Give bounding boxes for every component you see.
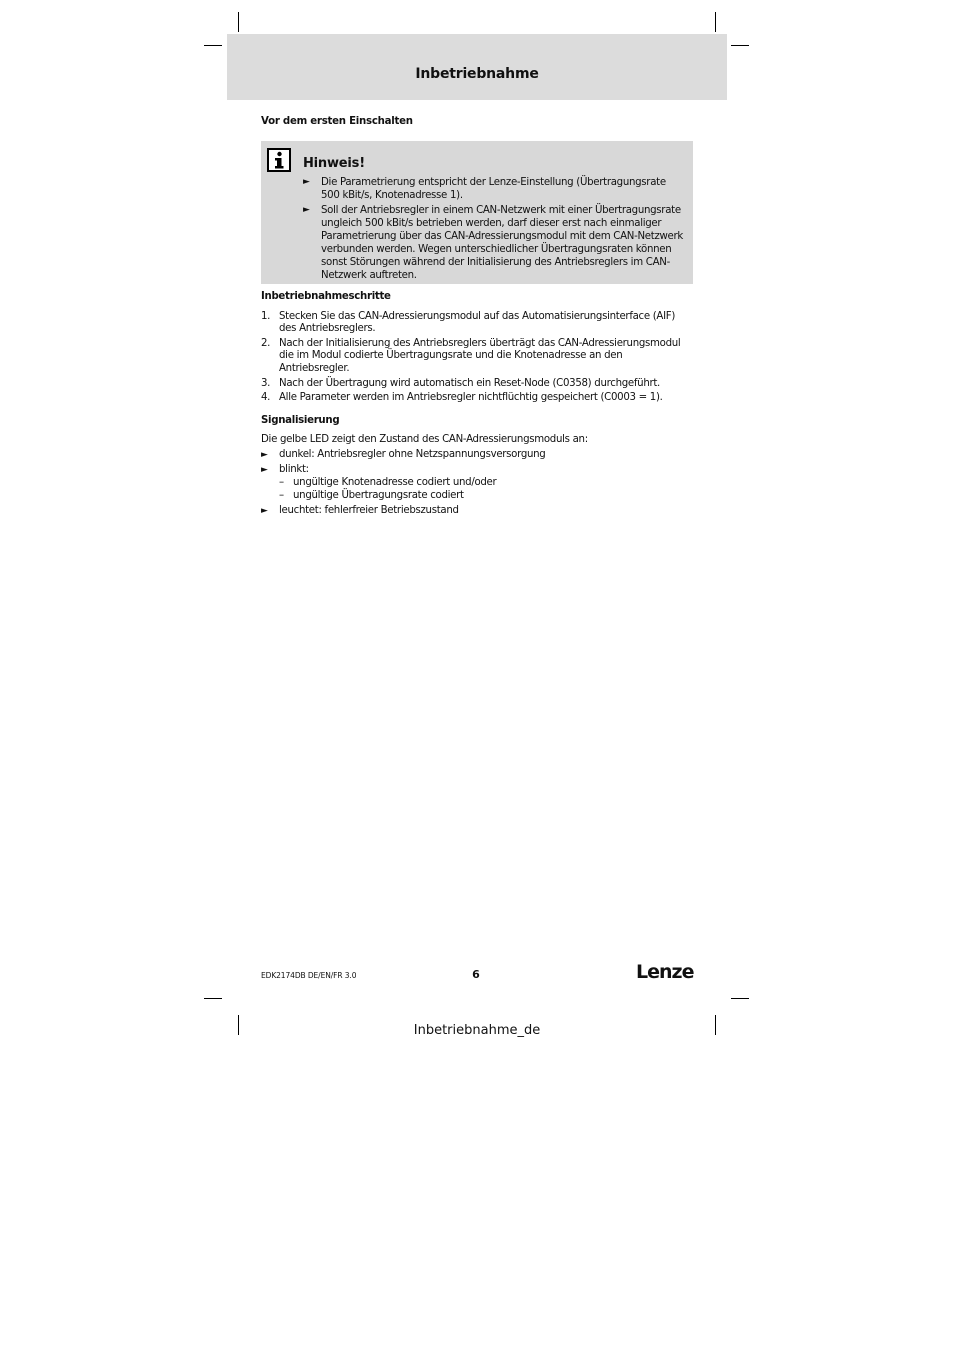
list-item <box>261 505 693 518</box>
crop-mark <box>731 45 749 46</box>
info-icon <box>267 148 291 172</box>
sub-list-item <box>261 477 693 490</box>
dash-bullet: – <box>279 477 284 489</box>
crop-mark <box>731 998 749 999</box>
list-item <box>261 392 693 405</box>
list-item <box>261 378 693 391</box>
doc-code: EDK2174DB DE/EN/FR 3.0 <box>261 971 357 980</box>
list-number: 3. <box>261 377 271 389</box>
list-item <box>261 338 693 376</box>
note-item-text: Soll der Antriebsregler in einem CAN-Netzwerk mit einer Übertragungsrate ungleich 500 kBit/s betrieben werden, darf dieser erst nach einmaliger Parametrierung über das CAN-Adressierungsmodul mit dem CAN-Netzwerk verbunden werden. Wegen unterschiedlicher Übertragungsraten können sonst Störungen während der Initialisierung des Antriebsreglers im CAN-Netzwerk auftreten. <box>321 205 683 281</box>
list-number: 2. <box>261 337 271 349</box>
note-item <box>303 176 687 202</box>
page-number: 6 <box>472 968 480 981</box>
dash-bullet: – <box>279 489 284 501</box>
list-number: 4. <box>261 392 271 404</box>
list-item-text: leuchtet: fehlerfreier Betriebszustand <box>279 504 459 516</box>
sub-list-item <box>261 490 693 503</box>
note-item-text: Die Parametrierung entspricht der Lenze-Einstellung (Übertragungsrate 500 kBit/s, Knotenadresse 1). <box>321 177 666 201</box>
crop-mark <box>204 998 222 999</box>
crop-mark <box>238 12 239 32</box>
page-header <box>227 34 727 100</box>
note-title: Hinweis! <box>303 156 365 171</box>
section-signalisierung <box>261 415 693 519</box>
page-title: Inbetriebnahme <box>415 66 539 82</box>
section-title: Inbetriebnahmeschritte <box>261 291 391 302</box>
lenze-logo: Lenze <box>636 961 694 983</box>
triangle-bullet-icon: ► <box>303 177 310 187</box>
info-icon-glyph <box>269 150 289 170</box>
crop-mark <box>715 12 716 32</box>
triangle-bullet-icon: ► <box>261 450 268 461</box>
triangle-bullet-icon: ► <box>261 505 268 516</box>
section-inbetriebnahmeschritte <box>261 291 693 407</box>
section-title: Signalisierung <box>261 415 340 426</box>
list-number: 1. <box>261 310 271 322</box>
triangle-bullet-icon: ► <box>303 205 310 215</box>
list-item <box>261 311 693 336</box>
list-item-text: Stecken Sie das CAN-Adressierungsmodul auf das Automatisierungsinterface (AIF) des Antriebsreglers. <box>279 310 676 335</box>
note-box <box>261 141 693 284</box>
list-item-text: Nach der Übertragung wird automatisch ein Reset-Node (C0358) durchgeführt. <box>279 377 660 389</box>
page-caption: Inbetriebnahme_de <box>413 1023 541 1038</box>
triangle-bullet-icon: ► <box>261 464 268 475</box>
list-item <box>261 449 693 462</box>
list-item-text: Alle Parameter werden im Antriebsregler nichtflüchtig gespeichert (C0003 = 1). <box>279 392 663 404</box>
section-vor-dem-ersten-einschalten <box>261 115 693 128</box>
list-item-text: blinkt: <box>279 463 309 475</box>
sub-list-item-text: ungültige Knotenadresse codiert und/oder <box>293 477 497 489</box>
list-item-text: Nach der Initialisierung des Antriebsreglers überträgt das CAN-Adressierungsmodul die im Modul codierte Übertragungsrate und die Knotenadresse an den Antriebsregler. <box>279 337 681 374</box>
sub-list-item-text: ungültige Übertragungsrate codiert <box>293 489 464 501</box>
crop-mark <box>204 45 222 46</box>
section-intro: Die gelbe LED zeigt den Zustand des CAN-Adressierungsmoduls an: <box>261 433 588 445</box>
note-item <box>303 204 687 282</box>
list-item <box>261 464 693 477</box>
section-title: Vor dem ersten Einschalten <box>261 116 413 127</box>
note-list <box>303 176 687 284</box>
list-item-text: dunkel: Antriebsregler ohne Netzspannungsversorgung <box>279 449 546 461</box>
